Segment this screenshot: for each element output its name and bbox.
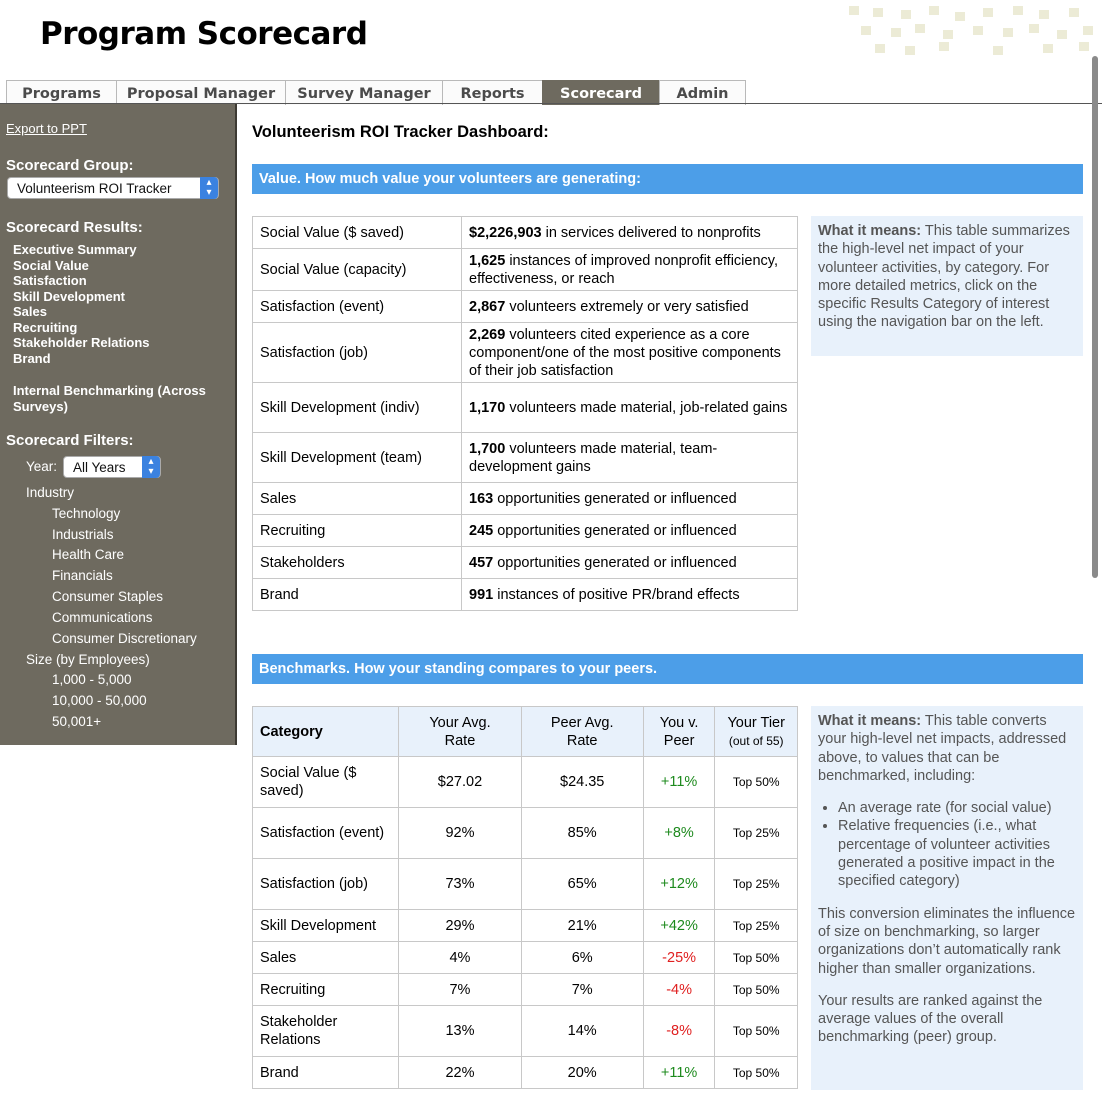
results-link-recruiting[interactable]: Recruiting [13,320,78,335]
sidebar [0,104,237,745]
internal-benchmarking-link[interactable]: Internal Benchmarking (Across Surveys) [13,383,206,414]
pattern-square [875,44,885,53]
value-category: Skill Development (indiv) [253,383,462,433]
benchmark-row [253,808,798,859]
value-desc-text: instances of improved nonprofit efficiency, effectiveness, or reach [469,252,778,287]
value-description [462,515,798,547]
value-desc-text: opportunities generated or influenced [493,490,737,507]
info-intro: This table converts your high-level net impacts, addressed above, to values that can be benchmarked, including: [818,713,1067,784]
tab-programs[interactable]: Programs [6,80,117,105]
benchmark-vs-peer: +12% [643,859,715,910]
results-link-executive-summary[interactable]: Executive Summary [13,242,137,257]
benchmark-vs-peer: +11% [643,1057,715,1089]
industry-industrials[interactable]: Industrials [52,527,114,542]
info-para-3: Your results are ranked against the average values of the overall benchmarking (peer) group. [818,992,1043,1046]
industry-label: Industry [26,485,75,500]
industry-financials[interactable]: Financials [52,568,113,583]
value-info-box [811,216,1083,356]
pattern-square [1043,44,1053,53]
pattern-square [1083,26,1093,35]
benchmark-your-rate: 22% [399,1057,521,1089]
tab-proposal-manager[interactable]: Proposal Manager [116,80,286,105]
pattern-square [1003,28,1013,37]
pattern-square [939,42,949,51]
value-category: Stakeholders [253,547,462,579]
value-category: Brand [253,579,462,611]
benchmark-peer-rate: 20% [521,1057,643,1089]
value-row [253,483,798,515]
header-vs-peer: You v. Peer [643,707,715,757]
benchmark-row [253,859,798,910]
pattern-square [915,24,925,33]
benchmark-tier: Top 50% [715,942,798,974]
results-link-brand[interactable]: Brand [13,351,51,366]
value-number: 457 [469,554,494,571]
results-link-satisfaction[interactable]: Satisfaction [13,273,87,288]
benchmark-tier: Top 50% [715,1057,798,1089]
pattern-square [1013,6,1023,15]
value-number: 2,867 [469,298,506,315]
value-category: Social Value (capacity) [253,249,462,291]
info-label: What it means: [818,713,922,729]
value-number: 991 [469,586,494,603]
benchmark-row [253,910,798,942]
benchmark-your-rate: 4% [399,942,521,974]
benchmark-vs-peer: -4% [643,974,715,1006]
benchmark-your-rate: 7% [399,974,521,1006]
decorative-pattern [843,6,1101,58]
benchmark-category: Brand [253,1057,399,1089]
benchmark-peer-rate: $24.35 [521,757,643,808]
pattern-square [943,30,953,39]
benchmark-category: Recruiting [253,974,399,1006]
header-tier [715,707,798,757]
value-desc-text: opportunities generated or influenced [493,554,737,571]
value-description [462,483,798,515]
header-category: Category [253,707,399,757]
value-row [253,579,798,611]
value-number: 1,170 [469,399,506,416]
value-number: $2,226,903 [469,224,542,241]
value-number: 1,700 [469,440,506,457]
info-bullets [818,799,1076,890]
export-to-ppt-link[interactable]: Export to PPT [6,121,87,136]
value-number: 245 [469,522,494,539]
pattern-square [1057,30,1067,39]
benchmark-your-rate: 13% [399,1006,521,1057]
value-description [462,547,798,579]
benchmarks-header-row [253,707,798,757]
select-arrows-icon: ▴ ▾ [142,456,160,478]
value-number: 163 [469,490,494,507]
value-row [253,383,798,433]
benchmark-row [253,1006,798,1057]
value-row [253,515,798,547]
value-description [462,249,798,291]
pattern-square [905,46,915,55]
pattern-square [955,12,965,21]
value-description [462,383,798,433]
year-select[interactable] [63,456,161,478]
pattern-square [983,8,993,17]
scorecard-group-select[interactable] [7,177,219,199]
benchmark-category: Satisfaction (event) [253,808,399,859]
pattern-square [1039,10,1049,19]
value-category: Social Value ($ saved) [253,217,462,249]
size-label: Size (by Employees) [26,652,150,667]
size-1000-5000[interactable]: 1,000 - 5,000 [52,672,132,687]
value-number: 1,625 [469,252,506,269]
benchmark-tier: Top 50% [715,757,798,808]
pattern-square [873,8,883,17]
app-title: Program Scorecard [40,16,368,52]
header-tier-label: Your Tier [727,714,785,731]
benchmark-peer-rate: 7% [521,974,643,1006]
benchmarks-banner: Benchmarks. How your standing compares to your peers. [252,654,1083,684]
scorecard-group-value: Volunteerism ROI Tracker [17,180,172,196]
tab-scorecard[interactable]: Scorecard [542,80,660,105]
tab-admin[interactable]: Admin [659,80,746,105]
year-value: All Years [73,459,126,475]
benchmark-tier: Top 25% [715,910,798,942]
tab-survey-manager[interactable]: Survey Manager [285,80,443,105]
value-table [252,216,798,611]
benchmark-tier: Top 25% [715,859,798,910]
benchmark-vs-peer: +11% [643,757,715,808]
pattern-square [973,26,983,35]
value-row [253,323,798,383]
info-text: This table summarizes the high-level net impact of your volunteer activities, by category. For more detailed metrics, click on the specific Results Category of interest using the navigation bar on the left. [818,223,1070,331]
value-category: Satisfaction (job) [253,323,462,383]
value-desc-text: volunteers extremely or very satisfied [505,298,749,315]
value-category: Skill Development (team) [253,433,462,483]
value-category: Satisfaction (event) [253,291,462,323]
value-row [253,249,798,291]
value-row [253,433,798,483]
benchmark-category: Stakeholder Relations [253,1006,399,1057]
benchmark-peer-rate: 6% [521,942,643,974]
benchmark-category: Satisfaction (job) [253,859,399,910]
pattern-square [1069,8,1079,17]
header-peer-rate: Peer Avg. Rate [521,707,643,757]
dashboard-title: Volunteerism ROI Tracker Dashboard: [252,123,549,141]
value-desc-text: in services delivered to nonprofits [541,224,761,241]
results-link-skill-development[interactable]: Skill Development [13,289,125,304]
year-label: Year: [26,459,58,474]
value-banner: Value. How much value your volunteers are generating: [252,164,1083,194]
benchmark-vs-peer: +8% [643,808,715,859]
industry-consumer-staples[interactable]: Consumer Staples [52,589,164,604]
value-row [253,217,798,249]
benchmarks-info-box [811,706,1083,1090]
value-category: Recruiting [253,515,462,547]
benchmarks-table [252,706,798,1089]
value-description [462,323,798,383]
pattern-square [861,26,871,35]
results-link-social-value[interactable]: Social Value [13,258,89,273]
pattern-square [849,6,859,15]
results-link-sales[interactable]: Sales [13,304,47,319]
results-link-stakeholder-relations[interactable]: Stakeholder Relations [13,335,150,350]
benchmark-row [253,974,798,1006]
pattern-square [929,6,939,15]
value-desc-text: opportunities generated or influenced [493,522,737,539]
select-arrows-icon: ▴ ▾ [200,177,218,199]
benchmark-peer-rate: 14% [521,1006,643,1057]
benchmark-category: Sales [253,942,399,974]
benchmark-row [253,1057,798,1089]
value-description [462,433,798,483]
benchmark-your-rate: 29% [399,910,521,942]
info-bullet: • An average rate (for social value) [838,799,1076,817]
pattern-square [1029,24,1039,33]
value-number: 2,269 [469,326,506,343]
size-10000-50000[interactable]: 10,000 - 50,000 [52,693,147,708]
benchmark-category: Social Value ($ saved) [253,757,399,808]
pattern-square [1079,42,1089,51]
size-50001-plus[interactable]: 50,001+ [52,714,102,729]
info-label: What it means: [818,223,922,239]
page-scrollbar[interactable] [1092,56,1098,578]
value-desc-text: volunteers made material, team-development gains [469,440,718,475]
value-row [253,547,798,579]
value-description [462,579,798,611]
scorecard-filters-heading: Scorecard Filters: [6,432,134,449]
benchmark-peer-rate: 21% [521,910,643,942]
benchmark-category: Skill Development [253,910,399,942]
pattern-square [993,46,1003,55]
benchmark-peer-rate: 85% [521,808,643,859]
value-desc-text: volunteers cited experience as a core component/one of the most positive components of their job satisfaction [469,326,781,379]
benchmark-tier: Top 50% [715,974,798,1006]
industry-consumer-discretionary[interactable]: Consumer Discretionary [52,631,197,646]
benchmark-vs-peer: -8% [643,1006,715,1057]
tab-reports[interactable]: Reports [442,80,543,105]
benchmark-tier: Top 50% [715,1006,798,1057]
industry-communications[interactable]: Communications [52,610,153,625]
scorecard-group-heading: Scorecard Group: [6,157,134,174]
header-your-rate: Your Avg. Rate [399,707,521,757]
benchmark-your-rate: 73% [399,859,521,910]
value-desc-text: instances of positive PR/brand effects [493,586,740,603]
benchmark-row [253,942,798,974]
scorecard-results-heading: Scorecard Results: [6,219,143,236]
value-row [253,291,798,323]
value-desc-text: volunteers made material, job-related gains [505,399,788,416]
industry-health-care[interactable]: Health Care [52,547,125,562]
benchmark-peer-rate: 65% [521,859,643,910]
pattern-square [901,10,911,19]
benchmark-your-rate: $27.02 [399,757,521,808]
pattern-square [891,28,901,37]
benchmark-tier: Top 25% [715,808,798,859]
benchmark-vs-peer: -25% [643,942,715,974]
value-category: Sales [253,483,462,515]
value-description [462,217,798,249]
industry-technology[interactable]: Technology [52,506,121,521]
top-nav-tabs [6,80,745,104]
benchmark-vs-peer: +42% [643,910,715,942]
value-description [462,291,798,323]
header-tier-note: (out of 55) [728,733,784,748]
info-bullet: • Relative frequencies (i.e., what percentage of volunteer activities generated a positive impact in the specified category) [838,817,1076,890]
benchmark-your-rate: 92% [399,808,521,859]
info-para-2: This conversion eliminates the influence of size on benchmarking, so larger organizations don’t automatically rank higher than smaller organizations. [818,905,1076,977]
benchmark-row [253,757,798,808]
